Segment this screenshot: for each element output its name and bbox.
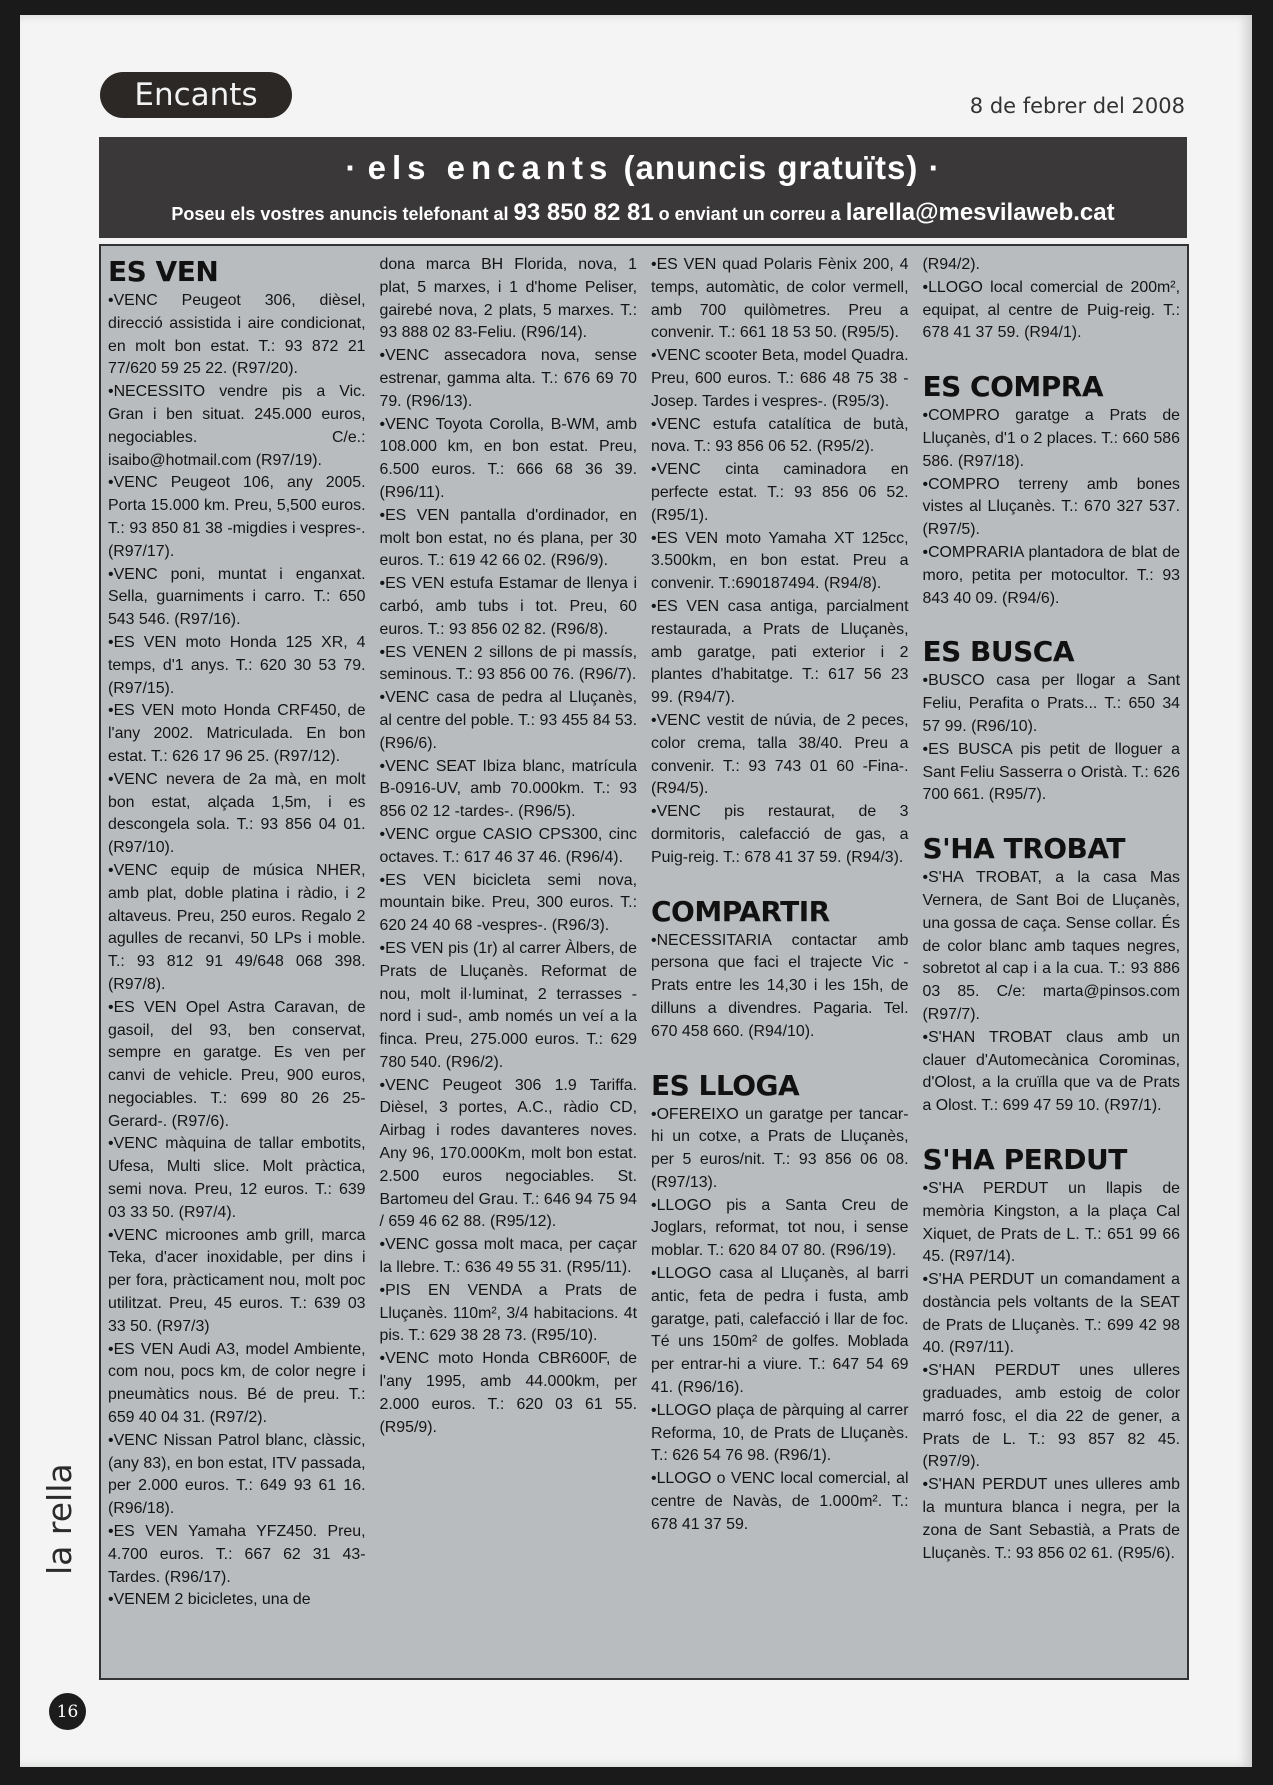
classified-ad: •VENC vestit de núvia, de 2 peces, color crema, talla 38/40. Preu a convenir. T.: 93 743 01 60 -Fina-. (R94/5). — [651, 711, 909, 798]
classified-ad: •LLOGO pis a Santa Creu de Joglars, reformat, tot nou, i sense moblar. T.: 620 84 07 80. (R96/19). — [651, 1196, 909, 1260]
classified-ad: •VENC Toyota Corolla, B-WM, amb 108.000 km, en bon estat. Preu, 6.500 euros. T.: 666 68 36 39. (R96/11). — [379, 415, 637, 501]
classified-ad: •ES VEN bicicleta semi nova, mountain bike. Preu, 300 euros. T.: 620 24 40 68 -vespres-. (R96/3). — [379, 871, 637, 935]
ads-column-1 — [101, 246, 373, 1678]
banner-sub-middle: o enviant un correu a — [653, 204, 846, 224]
classified-ad: •VENC màquina de tallar embotits, Ufesa, Multi slice. Molt pràctica, semi nova. Preu, 12 euros. T.: 639 03 33 50. (R97/4). — [108, 1135, 366, 1221]
classified-ad: •LLOGO casa al Lluçanès, al barri antic, feta de pedra i fusta, amb garatge, pati, calefacció i llar de foc. Té uns 150m² de golfes. Moblada per entrar-hi a viure. T.: 647 54 69 41. (R96/16). — [651, 1265, 909, 1397]
classified-ad: •COMPRO terreny amb bones vistes al Lluçanès. T.: 670 327 537. (R97/5). — [922, 475, 1180, 539]
classified-ad: •ES VEN pantalla d'ordinador, en molt bon estat, no és plana, per 30 euros. T.: 619 42 66 02. (R96/9). — [379, 506, 637, 570]
banner-title — [99, 149, 1187, 187]
section-heading: ES VEN — [108, 255, 219, 288]
classified-ad: •ES VEN Opel Astra Caravan, de gasoil, del 93, ben conservat, sempre en garatge. Es ven per canvi de vehicle. Preu, 900 euros, negociables. T.: 699 80 26 25-Gerard-. (R97/6). — [108, 998, 366, 1130]
classified-ad: •VENC Peugeot 106, any 2005. Porta 15.000 km. Preu, 5,500 euros. T.: 93 850 81 38 -migdies i vespres-. (R97/17). — [108, 474, 366, 560]
section-heading: S'HA PERDUT — [922, 1142, 1127, 1176]
classified-ad: •ES VEN moto Honda CRF450, de l'any 2002. Matriculada. En bon estat. T.: 626 17 96 25. (R97/12). — [108, 702, 366, 765]
classified-ad: •COMPRO garatge a Prats de Lluçanès, d'1 o 2 places. T.: 660 586 586. (R97/18). — [922, 407, 1180, 470]
ads-column-2 — [373, 246, 645, 1678]
classified-ad: •ES VEN Yamaha YFZ450. Preu, 4.700 euros. T.: 667 62 31 43-Tardes. (R96/17). — [108, 1523, 366, 1586]
issue-date: 8 de febrer del 2008 — [969, 94, 1185, 118]
classified-ad: •VENC poni, muntat i enganxat. Sella, guarniments i carro. T.: 650 543 546. (R97/16). — [108, 565, 366, 629]
ads-column-4 — [916, 246, 1188, 1678]
classified-ad: •VENEM 2 bicicletes, una de — [108, 1591, 311, 1609]
classified-ad: •VENC estufa catalítica de butà, nova. T.: 93 856 06 52. (R95/2). — [651, 415, 909, 456]
classifieds-box — [99, 244, 1189, 1680]
section-heading: COMPARTIR — [651, 894, 830, 928]
classified-ad: •VENC microones amb grill, marca Teka, d'acer inoxidable, per dins i per fora, pràcticament nou, molt poc utilitzat. Preu, 45 euros. T.: 639 03 33 50. (R97/3) — [108, 1226, 366, 1335]
classified-ad: •VENC Peugeot 306, dièsel, direcció assistida i aire condicionat, en molt bon estat. T.: 93 872 21 77/620 59 25 22. (R97/20). — [108, 292, 366, 378]
section-heading: ES COMPRA — [922, 370, 1104, 404]
classified-ad: •VENC nevera de 2a mà, en molt bon estat, alçada 1,5m, i es descongela sola. T.: 93 856 04 01. (R97/10). — [108, 770, 366, 857]
ads-column-3 — [644, 246, 916, 1678]
classified-ad: •ES BUSCA pis petit de lloguer a Sant Feliu Sasserra o Oristà. T.: 626 700 661. (R95/7). — [922, 740, 1180, 804]
banner-phone: 93 850 82 81 — [513, 199, 654, 226]
classified-ad: •VENC cinta caminadora en perfecte estat. T.: 93 856 06 52. (R95/1). — [651, 461, 909, 524]
classified-ad: •LLOGO plaça de pàrquing al carrer Reforma, 10, de Prats de Lluçanès. T.: 626 54 76 98. (R96/1). — [651, 1401, 909, 1465]
classified-ad: •VENC scooter Beta, model Quadra. Preu, 600 euros. T.: 686 48 75 38 -Josep. Tardes i vespres-. (R95/3). — [651, 347, 909, 410]
classified-ad: •BUSCO casa per llogar a Sant Feliu, Perafita o Prats... T.: 650 34 57 99. (R96/10). — [922, 672, 1180, 735]
section-heading: ES BUSCA — [922, 635, 1075, 669]
classified-ad: •COMPRARIA plantadora de blat de moro, petita per motocultor. T.: 93 843 40 09. (R94/6). — [922, 543, 1180, 607]
classified-ad: •ES VEN pis (1r) al carrer Àlbers, de Prats de Lluçanès. Reformat de nou, molt il·luminat, 2 terrasses -nord i sud-, amb només un veí a la finca. Preu, 275.000 euros. T.: 629 780 540. (R96/2). — [379, 939, 637, 1071]
section-heading: ES LLOGA — [651, 1068, 800, 1102]
classified-ad: •ES VEN quad Polaris Fènix 200, 4 temps, automàtic, de color vermell, amb 700 quilòmetres. Preu a convenir. T.: 661 18 53 50. (R95/5). — [651, 256, 909, 342]
banner-dot-right: · — [928, 149, 941, 186]
classified-ad: •LLOGO o VENC local comercial, al centre de Navàs, de 1.000m². T.: 678 41 37 59. — [651, 1470, 909, 1533]
classified-ad: •OFEREIXO un garatge per tancar-hi un cotxe, a Prats de Lluçanès, per 5 euros/nit. T.: 93 856 06 08. (R97/13). — [651, 1105, 909, 1191]
classified-ad: •ES VEN moto Honda 125 XR, 4 temps, d'1 anys. T.: 620 30 53 79. (R97/15). — [108, 633, 366, 697]
classified-ad: •VENC pis restaurat, de 3 dormitoris, calefacció de gas, a Puig-reig. T.: 678 41 37 59. (R94/3). — [651, 803, 909, 866]
classified-ad: •VENC gossa molt maca, per caçar la llebre. T.: 636 49 55 31. (R95/11). — [379, 1236, 637, 1277]
classified-ad: dona marca BH Florida, nova, 1 plat, 5 marxes, i 1 d'home Peliser, gairebé nova, 2 plats, 5 marxes. T.: 93 888 02 83-Feliu. (R96/14). — [379, 256, 637, 342]
classified-ad: •S'HA PERDUT un comandament a dostància pels voltants de la SEAT de Prats de Lluçanès. T.: 699 42 98 40. (R97/11). — [922, 1271, 1180, 1357]
classified-ad: •VENC orgue CASIO CPS300, cinc octaves. T.: 617 46 37 46. (R96/4). — [379, 825, 637, 866]
classified-ad: •VENC SEAT Ibiza blanc, matrícula B-0916-UV, amb 70.000km. T.: 93 856 02 12 -tardes-. (R96/5). — [379, 757, 637, 821]
classified-ad: •S'HA PERDUT un llapis de memòria Kingston, a la plaça Cal Xiquet, de Prats de L. T.: 651 99 66 45. (R97/14). — [922, 1179, 1180, 1266]
classified-ad: •VENC equip de música NHER, amb plat, doble platina i ràdio, i 2 altaveus. Preu, 250 euros. Regalo 2 agulles de recanvi, 50 LPs i moble. T.: 93 812 91 49/648 068 398. (R97/8). — [108, 861, 366, 993]
classified-ad: •S'HAN PERDUT unes ulleres graduades, amb estoig de color marró fosc, el dia 22 de gener, a Prats de L. T.: 93 857 82 45. (R97/9). — [922, 1362, 1180, 1471]
classified-ad: •NECESSITARIA contactar amb persona que faci el trajecte Vic - Prats entre les 14,30 i les 15h, de dilluns a divendres. Pagaria. Tel. 670 458 660. (R94/10). — [651, 931, 909, 1040]
banner-title-spaced: els encants — [367, 149, 614, 186]
banner-dot-left: · — [345, 149, 358, 186]
page-number: 16 — [49, 1693, 86, 1730]
magazine-name: la rella — [40, 1463, 79, 1575]
section-label: Encants — [100, 72, 292, 118]
classified-ad: (R94/2). — [922, 256, 980, 273]
classified-ad: •ES VEN estufa Estamar de llenya i carbó, amb tubs i tot. Preu, 60 euros. T.: 93 856 02 82. (R96/8). — [379, 575, 637, 638]
classified-ad: •ES VEN casa antiga, parcialment restaurada, a Prats de Lluçanès, amb garatge, pati exterior i 2 plantes d'habitatge. T.: 617 56 23 99. (R94/7). — [651, 597, 909, 707]
classified-ad: •S'HA TROBAT, a la casa Mas Vernera, de Sant Boi de Lluçanès, una gossa de caça. Sense collar. És de color blanc amb taques negres, sobretot al cap i a la cua. T.: 93 886 03 85. C/e: marta@pinsos.com (R97/7). — [922, 869, 1180, 1023]
classified-ad: •VENC moto Honda CBR600F, de l'any 1995, amb 44.000km, per 2.000 euros. T.: 620 03 61 55. (R95/9). — [379, 1350, 637, 1436]
classified-ad: •ES VEN Audi A3, model Ambiente, com nou, pocs km, de color negre i pneumàtics nous. Bé de preu. T.: 659 40 04 31. (R97/2). — [108, 1340, 366, 1427]
banner-subtitle — [99, 199, 1187, 227]
classified-ad: •ES VENEN 2 sillons de pi massís, seminous. T.: 93 856 00 76. (R96/7). — [379, 643, 637, 684]
banner-email: larella@mesvilaweb.cat — [845, 199, 1115, 226]
classified-ad: •VENC casa de pedra al Lluçanès, al centre del poble. T.: 93 455 84 53. (R96/6). — [379, 689, 637, 752]
classified-ad: •VENC assecadora nova, sense estrenar, gamma alta. T.: 676 69 70 79. (R96/13). — [379, 347, 637, 410]
section-heading: S'HA TROBAT — [922, 832, 1125, 866]
classified-ad: •ES VEN moto Yamaha XT 125cc, 3.500km, en bon estat. Preu a convenir. T.:690187494. (R94/8). — [651, 529, 909, 593]
classifieds-banner — [99, 137, 1187, 238]
classified-ad: •NECESSITO vendre pis a Vic. Gran i ben situat. 245.000 euros, negociables. C/e.: isaibo@hotmail.com (R97/19). — [108, 383, 366, 469]
classified-ad: •PIS EN VENDA a Prats de Lluçanès. 110m², 3/4 habitacions. 4t pis. T.: 629 38 28 73. (R95/10). — [379, 1281, 637, 1345]
classified-ad: •S'HAN TROBAT claus amb un clauer d'Automecànica Corominas, d'Olost, a la cruïlla que va de Prats a Olost. T.: 699 47 59 10. (R97/1). — [922, 1028, 1180, 1115]
classified-ad: •VENC Peugeot 306 1.9 Tariffa. Dièsel, 3 portes, A.C., ràdio CD, Airbag i rodes davanteres noves. Any 96, 170.000Km, molt bon estat. 2.500 euros negociables. St. Bartomeu del Grau. T.: 646 94 75 94 / 659 46 62 88. (R95/12). — [379, 1076, 637, 1231]
classified-ad: •LLOGO local comercial de 200m², equipat, al centre de Puig-reig. T.: 678 41 37 59. (R94/1). — [922, 278, 1180, 342]
banner-title-rest: (anuncis gratuïts) — [613, 149, 919, 186]
classified-ad: •VENC Nissan Patrol blanc, clàssic, (any 83), en bon estat, ITV passada, per 2.000 euros. T.: 649 93 61 16. (R96/18). — [108, 1431, 366, 1518]
classified-ad: •S'HAN PERDUT unes ulleres amb la muntura blanca i negra, per la zona de Sant Sebastià, a Prats de Lluçanès. T.: 93 856 02 61. (R95/6). — [922, 1476, 1180, 1562]
banner-sub-before: Poseu els vostres anuncis telefonant al — [171, 204, 514, 224]
